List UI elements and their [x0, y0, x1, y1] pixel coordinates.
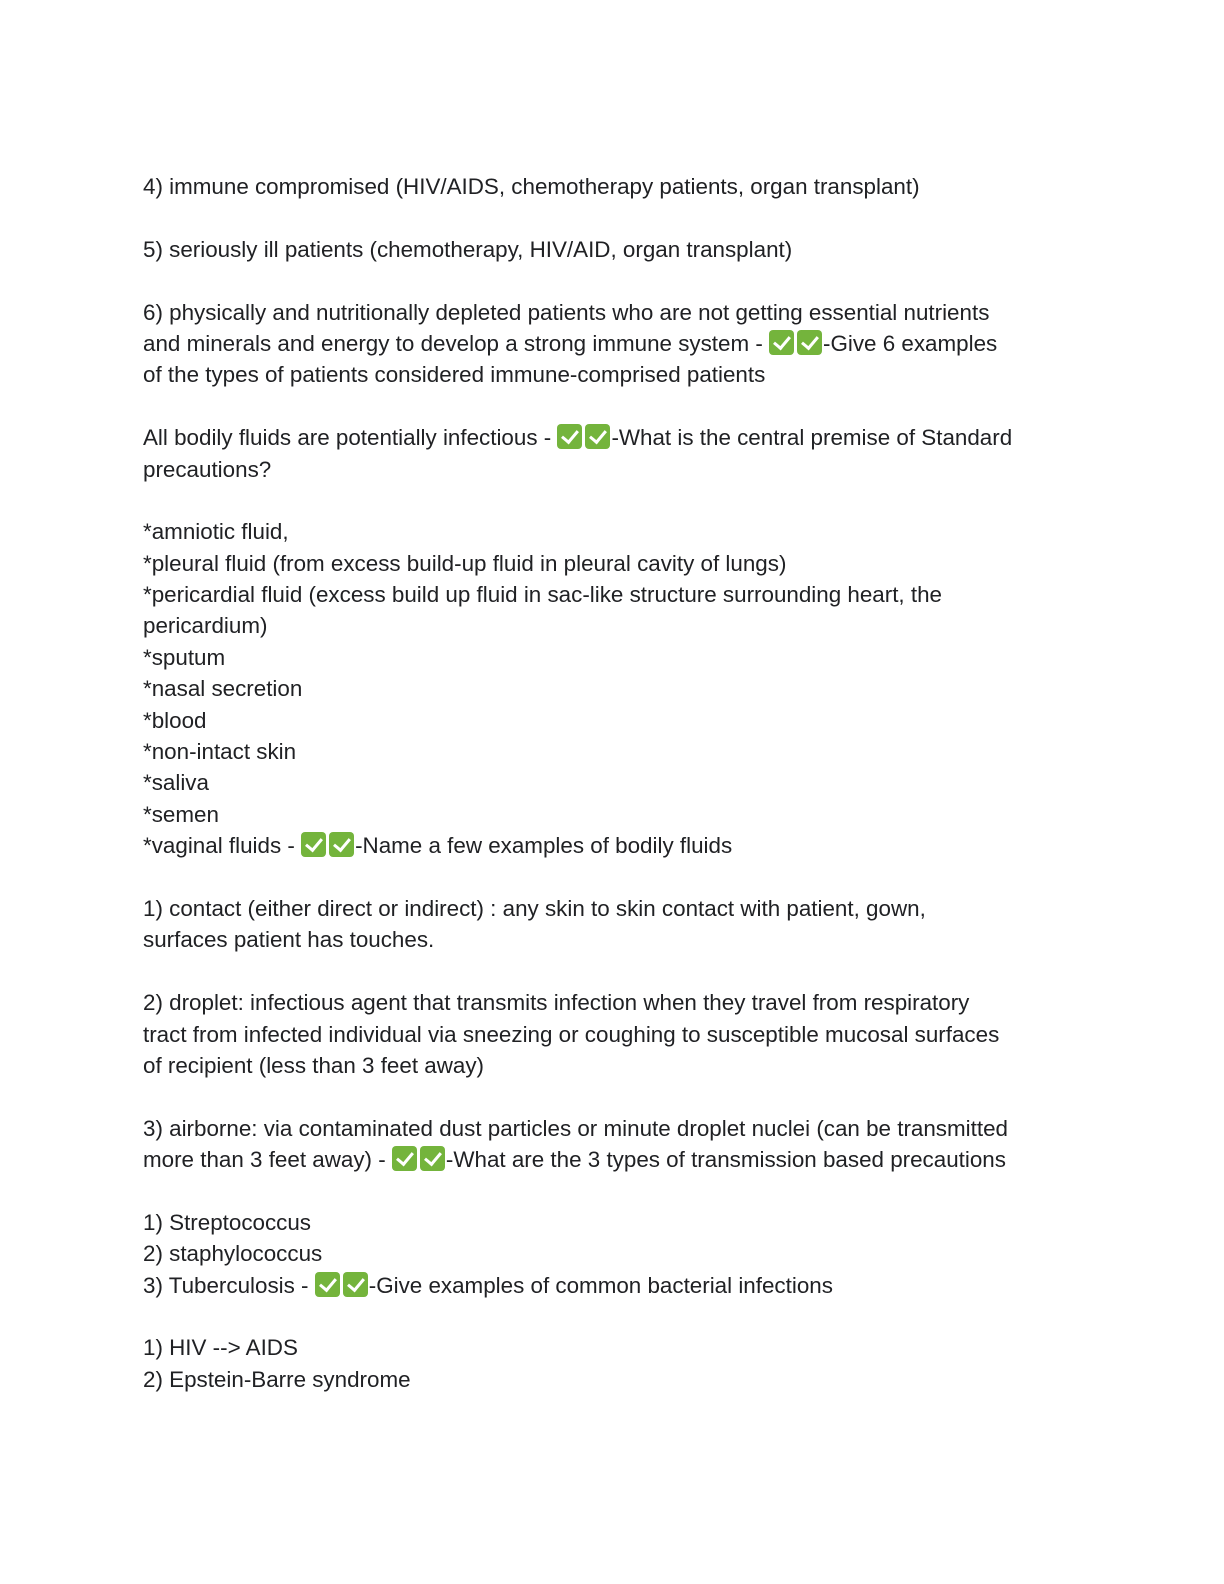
text-line: tract from infected individual via sneezing or coughing to susceptible mucosal surfaces	[143, 1021, 1000, 1047]
text-line: of recipient (less than 3 feet away)	[143, 1052, 485, 1078]
paragraph	[143, 987, 1088, 1081]
answer-text: more than 3 feet away) -	[143, 1147, 392, 1173]
text-line: 5) seriously ill patients (chemotherapy, HIV/AID, organ transplant)	[143, 236, 793, 262]
list-item: *pericardial fluid (excess build up fluid in sac-like structure surrounding heart, the	[143, 582, 943, 608]
text-line: of the types of patients considered immune-comprised patients	[143, 362, 766, 388]
paragraph	[143, 171, 1088, 202]
list-item: 2) staphylococcus	[143, 1241, 323, 1267]
check-mark-icon	[420, 1146, 445, 1171]
text-line-with-checks	[143, 1144, 1088, 1175]
document-body	[143, 171, 1088, 1395]
list-item: 1) Streptococcus	[143, 1209, 312, 1235]
text-line: 2) droplet: infectious agent that transmits infection when they travel from respiratory	[143, 990, 970, 1016]
answer-text: and minerals and energy to develop a strong immune system -	[143, 330, 770, 356]
list-item: pericardium)	[143, 613, 268, 639]
list-item: *amniotic fluid,	[143, 519, 289, 545]
answer-text: *vaginal fluids -	[143, 833, 302, 859]
blank-line	[143, 391, 1088, 422]
blank-line	[143, 1301, 1088, 1332]
list-item: *non-intact skin	[143, 739, 297, 765]
blank-line	[143, 862, 1088, 893]
blank-line	[143, 265, 1088, 296]
text-line-with-checks	[143, 422, 1088, 453]
check-mark-icon	[557, 424, 582, 449]
list-item: *pleural fluid (from excess build-up fluid in pleural cavity of lungs)	[143, 550, 787, 576]
text-line: 6) physically and nutritionally depleted patients who are not getting essential nutrients	[143, 299, 990, 325]
check-mark-icon	[392, 1146, 417, 1171]
check-mark-icon	[329, 832, 354, 857]
question-text: -Give examples of common bacterial infections	[368, 1272, 833, 1298]
check-mark-icon	[315, 1272, 340, 1297]
list-item: *saliva	[143, 770, 209, 796]
question-text: -Name a few examples of bodily fluids	[355, 833, 733, 859]
text-line: surfaces patient has touches.	[143, 927, 435, 953]
paragraph	[143, 893, 1088, 956]
text-line: 1) contact (either direct or indirect) : any skin to skin contact with patient, gown,	[143, 895, 926, 921]
text-line-with-checks	[143, 328, 1088, 359]
list-item: *sputum	[143, 644, 226, 670]
blank-line	[143, 956, 1088, 987]
check-mark-icon	[343, 1272, 368, 1297]
list-item: *semen	[143, 801, 219, 827]
question-text: -Give 6 examples	[823, 330, 998, 356]
question-text: -What are the 3 types of transmission based precautions	[445, 1147, 1006, 1173]
list-item: *blood	[143, 707, 207, 733]
flashcard-bodily-fluids	[143, 516, 1088, 861]
answer-text: 3) Tuberculosis -	[143, 1272, 315, 1298]
text-line: 3) airborne: via contaminated dust particles or minute droplet nuclei (can be transmitted	[143, 1115, 1008, 1141]
list-item: 2) Epstein-Barre syndrome	[143, 1366, 411, 1392]
paragraph	[143, 234, 1088, 265]
blank-line	[143, 1176, 1088, 1207]
answer-text: All bodily fluids are potentially infectious -	[143, 425, 558, 451]
text-line: precautions?	[143, 456, 272, 482]
blank-line	[143, 485, 1088, 516]
flashcard-transmission-precautions	[143, 1113, 1088, 1176]
list-item: *nasal secretion	[143, 676, 303, 702]
text-line-with-checks	[143, 830, 1088, 861]
text-line: 4) immune compromised (HIV/AIDS, chemotherapy patients, organ transplant)	[143, 174, 920, 199]
blank-line	[143, 1081, 1088, 1112]
check-mark-icon	[797, 330, 822, 355]
paragraph	[143, 1332, 1088, 1395]
flashcard-standard-precautions	[143, 422, 1088, 485]
blank-line	[143, 202, 1088, 233]
check-mark-icon	[769, 330, 794, 355]
question-text: -What is the central premise of Standard	[611, 425, 1013, 451]
check-mark-icon	[585, 424, 610, 449]
flashcard-answer-immune-compromised	[143, 297, 1088, 391]
text-line-with-checks	[143, 1270, 1088, 1301]
flashcard-bacterial-infections	[143, 1207, 1088, 1301]
list-item: 1) HIV --> AIDS	[143, 1335, 298, 1361]
check-mark-icon	[301, 832, 326, 857]
